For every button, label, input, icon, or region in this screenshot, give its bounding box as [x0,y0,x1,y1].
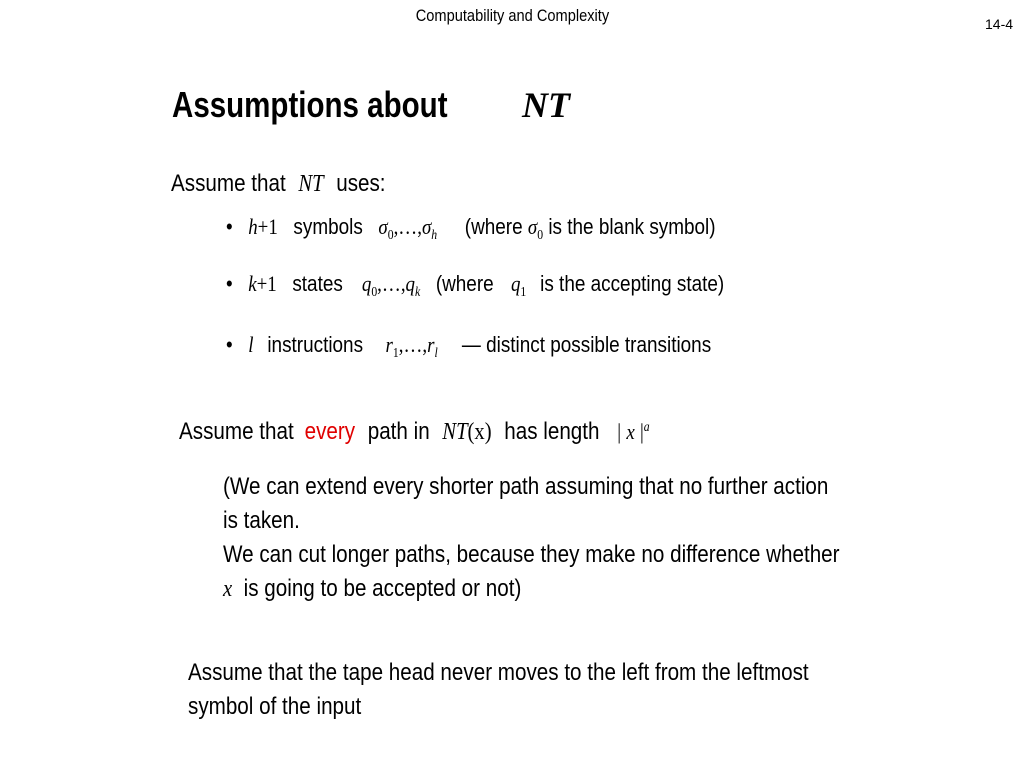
count-rest: +1 [257,214,278,239]
header-title [0,6,1024,26]
note-sym: q [510,271,521,296]
note-pre: (where [435,271,494,296]
intro-line [171,170,420,198]
intro-pre: Assume that [171,170,286,197]
length-expr: | x $|^a$ [617,418,650,444]
bullet-instructions [226,332,790,361]
extend-line-2: is taken. [223,507,300,534]
extend-line-4-var: x [223,576,233,602]
note-post: is the accepting state) [540,271,725,296]
note-post: is the blank symbol) [548,214,716,239]
tape-line-1: Assume that the tape head never moves to the left from the leftmost [188,659,809,686]
extend-cut-note [223,470,983,606]
page-number: 14-4 [985,16,1014,32]
bullet-word: symbols [293,214,363,239]
tape-head-note [188,656,1008,724]
every-pre: Assume that [179,418,294,445]
slide-title-text: Assumptions about [172,84,448,125]
bullet-word: instructions [267,332,364,357]
tape-line-2: symbol of the input [188,693,362,720]
note-pre: (where [464,214,523,239]
bullet-word: states [292,271,343,296]
bullet-marker: • [226,214,233,239]
sequence: $r_1,\dots,r_l$ [385,332,438,360]
bullet-symbols: • h+1 symbols $\sigma_0,\dots,\sigma_h$ (where $\sigma_0$ is the blank symbol) [226,214,716,242]
sequence: $\sigma_0,\dots,\sigma_h$ [378,214,438,242]
count-rest: +1 [256,271,277,296]
every-highlight: every [304,418,356,445]
extend-line-4-rest: is going to be accepted or not) [243,575,522,602]
bullet-marker: • [226,271,233,296]
intro-post: uses: [336,170,386,197]
count-var: k [248,271,257,296]
extend-line-3: We can cut longer paths, because they make no difference whether [223,541,840,568]
sequence: $q_0,\dots,q_k$ [361,271,421,299]
header-title-text: Computability and Complexity [415,6,609,25]
intro-math: NT [298,171,324,197]
slide-title-math: NT [522,85,571,125]
extend-line-1: (We can extend every shorter path assuming that no further action [223,473,829,500]
every-math: NT(x) [442,419,492,445]
note-post: — distinct possible transitions [461,332,712,357]
count-var: h [248,214,258,239]
count-var: l [248,332,254,357]
bullet-states: • k+1 states $q_0,\dots,q_k$ (where $q_1$ is the accepting state) [226,271,725,299]
bullet-marker: • [226,332,233,357]
slide-title [172,84,570,126]
every-mid: path in [367,418,430,445]
every-path-line [179,418,726,446]
note-sym: σ [527,214,538,239]
every-post: has length [504,418,600,445]
